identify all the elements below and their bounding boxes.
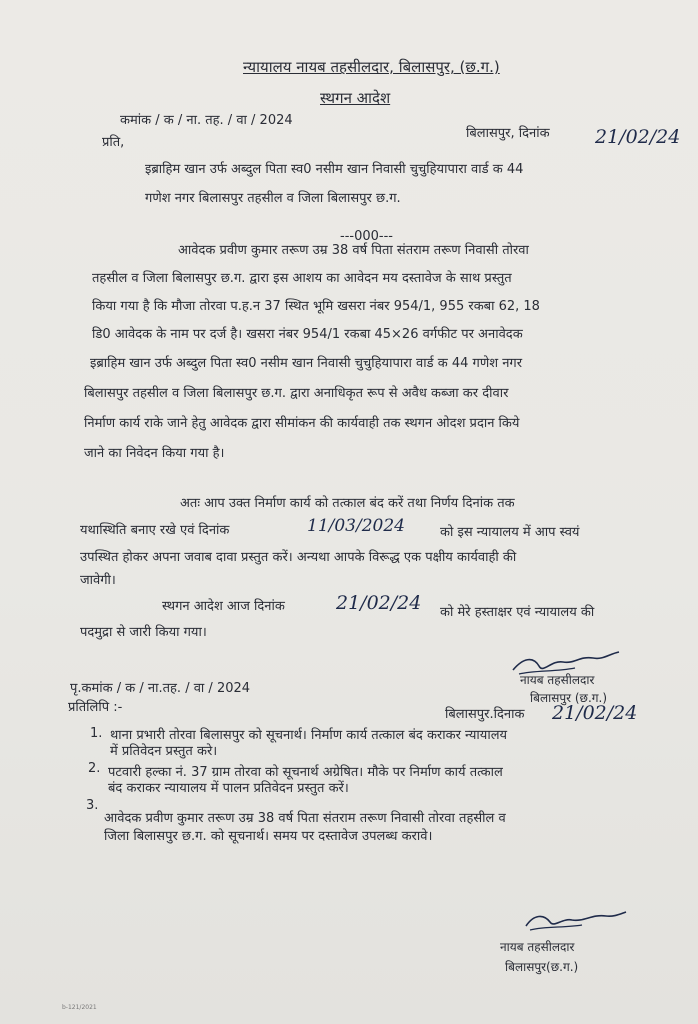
copy-label: प्रतिलिपि :-: [68, 700, 123, 715]
signature-scribble-2: [520, 908, 630, 938]
order-title: स्थगन आदेश: [320, 89, 391, 107]
para1-line-8: जाने का निवेदन किया गया है।: [84, 446, 225, 461]
copy-item-1-number: 1.: [90, 726, 103, 741]
signature1-designation: नायब तहसीलदार: [520, 673, 595, 687]
endorsement-number: पृ.कमांक / क / ना.तह. / वा / 2024: [70, 681, 251, 696]
signature1-place: बिलासपुर (छ.ग.): [530, 691, 608, 705]
para2-line-2a: यथास्थिति बनाए रखे एवं दिनांक: [80, 523, 230, 538]
copy-item-3-line-2: जिला बिलासपुर छ.ग. को सूचनार्थ। समय पर दस्तावेज उपलब्ध करावे।: [104, 829, 433, 844]
para3-date-handwritten: 21/02/24: [336, 592, 422, 614]
copy-item-1-line-1: थाना प्रभारी तोरवा बिलासपुर को सूचनार्थ। निर्माण कार्य तत्काल बंद कराकर न्यायालय: [110, 728, 508, 743]
para1-line-2: तहसील व जिला बिलासपुर छ.ग. द्वारा इस आशय का आवेदन मय दस्तावेज के साथ प्रस्तुत: [92, 271, 512, 286]
copy-item-3-line-1: आवेदक प्रवीण कुमार तरूण उम्र 38 वर्ष पिता संतराम तरूण निवासी तोरवा तहसील व: [104, 811, 506, 826]
para2-line-4: जावेगी।: [80, 573, 116, 588]
para3-a: स्थगन आदेश आज दिनांक: [162, 599, 285, 614]
memo-place-date-label: बिलासपुर, दिनांक: [466, 126, 550, 141]
footer-code: b-121/2021: [62, 1004, 97, 1011]
copy-item-2-line-1: पटवारी हल्का नं. 37 ग्राम तोरवा को सूचनार्थ अग्रेषित। मौके पर निर्माण कार्य तत्काल: [108, 765, 503, 780]
memo-number: कमांक / क / ना. तह. / वा / 2024: [120, 113, 293, 128]
para2-date-handwritten: 11/03/2024: [307, 516, 405, 536]
para1-line-6: बिलासपुर तहसील व जिला बिलासपुर छ.ग. द्वारा अनाधिकृत रूप से अवैध कब्जा कर दीवार: [84, 386, 509, 401]
copy-item-2-number: 2.: [88, 761, 101, 776]
para2-line-2b: को इस न्यायालय में आप स्वयं: [440, 525, 580, 540]
addressee-line-2: गणेश नगर बिलासपुर तहसील व जिला बिलासपुर छ.ग.: [145, 191, 401, 206]
para1-line-3: किया गया है कि मौजा तोरवा प.ह.न 37 स्थित भूमि खसरा नंबर 954/1, 955 रकबा 62, 18: [92, 299, 540, 314]
memo-date-handwritten: 21/02/24: [595, 126, 681, 148]
signature2-designation: नायब तहसीलदार: [500, 940, 575, 954]
para3-line-2: पदमुद्रा से जारी किया गया।: [80, 625, 207, 640]
para1-line-7: निर्माण कार्य राके जाने हेतु आवेदक द्वारा सीमांकन की कार्यवाही तक स्थगन ओदश प्रदान किये: [84, 416, 520, 431]
signature2-place: बिलासपुर(छ.ग.): [505, 960, 579, 974]
para1-line-1: आवेदक प्रवीण कुमार तरूण उम्र 38 वर्ष पिता संतराम तरूण निवासी तोरवा: [178, 243, 529, 258]
addressee-line-1: इब्राहिम खान उर्फ अब्दुल पिता स्व0 नसीम खान निवासी चुचुहियापारा वार्ड क 44: [145, 162, 524, 177]
court-title: न्यायालय नायब तहसीलदार, बिलासपुर, (छ.ग.): [243, 58, 500, 76]
endorsement-place-date-label: बिलासपुर.दिनाक: [445, 707, 525, 722]
separator: ---000---: [340, 229, 393, 244]
copy-item-3-number: 3.: [86, 798, 99, 813]
copy-item-2-line-2: बंद कराकर न्यायालय में पालन प्रतिवेदन प्रस्तुत करें।: [108, 781, 349, 796]
para2-line-3: उपस्थित होकर अपना जवाब दावा प्रस्तुत करें। अन्यथा आपके विरूद्ध एक पक्षीय कार्यवाही की: [80, 550, 517, 565]
to-label: प्रति,: [102, 135, 125, 150]
para1-line-4: डि0 आवेदक के नाम पर दर्ज है। खसरा नंबर 954/1 रकबा 45×26 वर्गफीट पर अनावेदक: [92, 327, 523, 342]
endorsement-date-handwritten: 21/02/24: [552, 702, 638, 724]
para1-line-5: इब्राहिम खान उर्फ अब्दुल पिता स्व0 नसीम खान निवासी चुचुहियापारा वार्ड क 44 गणेश नगर: [90, 356, 523, 371]
para3-b: को मेरे हस्ताक्षर एवं न्यायालय की: [440, 605, 595, 620]
para2-line-1: अतः आप उक्त निर्माण कार्य को तत्काल बंद करें तथा निर्णय दिनांक तक: [180, 496, 515, 511]
copy-item-1-line-2: में प्रतिवेदन प्रस्तुत करे।: [110, 744, 218, 759]
